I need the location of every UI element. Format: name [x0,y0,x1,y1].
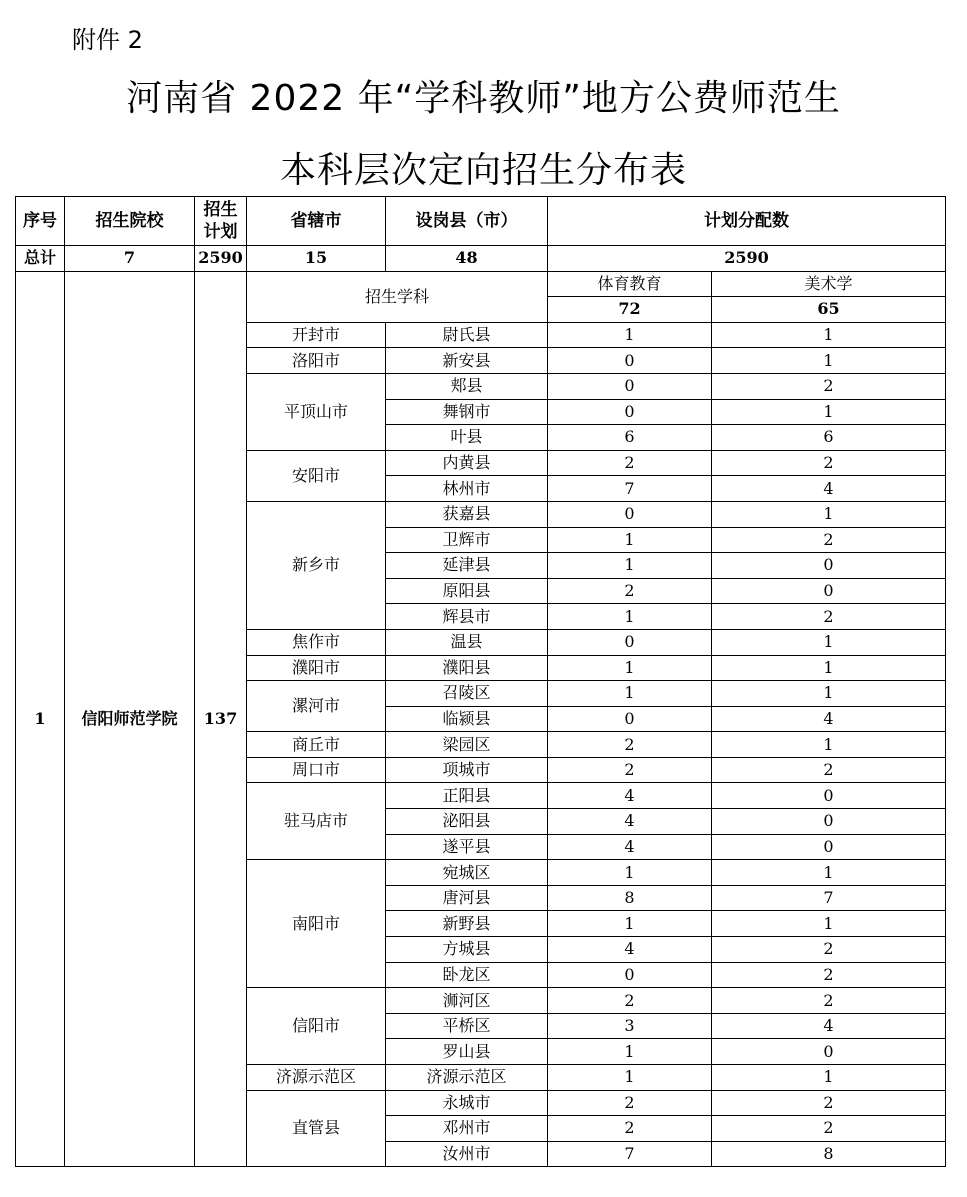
header-school: 招生院校 [65,197,195,246]
art-value-cell: 8 [712,1141,946,1167]
pe-value-cell: 2 [548,757,712,783]
city-cell: 南阳市 [247,860,386,988]
county-cell: 遂平县 [386,834,548,860]
county-cell: 濮阳县 [386,655,548,681]
totals-distribution: 2590 [548,246,946,272]
county-cell: 获嘉县 [386,501,548,527]
city-cell: 直管县 [247,1090,386,1167]
art-value-cell: 1 [712,1065,946,1091]
art-value-cell: 1 [712,732,946,758]
pe-value-cell: 1 [548,860,712,886]
county-cell: 平桥区 [386,1013,548,1039]
art-value-cell: 2 [712,1116,946,1142]
county-cell: 延津县 [386,553,548,579]
totals-counties: 48 [386,246,548,272]
county-cell: 郏县 [386,373,548,399]
school-plan: 137 [195,271,247,1167]
attachment-label: 附件 2 [72,26,143,54]
pe-value-cell: 4 [548,834,712,860]
county-cell: 卧龙区 [386,962,548,988]
county-cell: 罗山县 [386,1039,548,1065]
county-cell: 尉氏县 [386,322,548,348]
totals-cities: 15 [247,246,386,272]
school-name: 信阳师范学院 [65,271,195,1167]
city-cell: 开封市 [247,322,386,348]
county-cell: 汝州市 [386,1141,548,1167]
totals-row [16,246,946,272]
pe-value-cell: 1 [548,322,712,348]
pe-value-cell: 0 [548,399,712,425]
art-value-cell: 4 [712,476,946,502]
city-cell: 安阳市 [247,450,386,501]
header-city: 省辖市 [247,197,386,246]
city-cell: 濮阳市 [247,655,386,681]
art-value-cell: 1 [712,681,946,707]
totals-schools: 7 [65,246,195,272]
city-cell: 商丘市 [247,732,386,758]
subject-name-art: 美术学 [712,271,946,297]
header-county: 设岗县（市） [386,197,548,246]
pe-value-cell: 0 [548,348,712,374]
art-value-cell: 2 [712,1090,946,1116]
city-cell: 信阳市 [247,988,386,1065]
county-cell: 梁园区 [386,732,548,758]
county-cell: 唐河县 [386,885,548,911]
art-value-cell: 2 [712,988,946,1014]
subject-total-art: 65 [712,297,946,323]
art-value-cell: 0 [712,578,946,604]
header-plan-line-2: 计划 [203,222,238,242]
subject-name-pe: 体育教育 [548,271,712,297]
county-cell: 临颍县 [386,706,548,732]
pe-value-cell: 0 [548,706,712,732]
pe-value-cell: 3 [548,1013,712,1039]
art-value-cell: 0 [712,834,946,860]
county-cell: 浉河区 [386,988,548,1014]
document-title-line-2: 本科层次定向招生分布表 [279,150,687,191]
subject-name-row [16,271,946,297]
county-cell: 永城市 [386,1090,548,1116]
art-value-cell: 0 [712,1039,946,1065]
art-value-cell: 2 [712,373,946,399]
county-cell: 新野县 [386,911,548,937]
art-value-cell: 0 [712,809,946,835]
school-seq: 1 [16,271,65,1167]
county-cell: 方城县 [386,937,548,963]
pe-value-cell: 1 [548,604,712,630]
art-value-cell: 6 [712,425,946,451]
art-value-cell: 1 [712,911,946,937]
county-cell: 舞钢市 [386,399,548,425]
pe-value-cell: 4 [548,937,712,963]
county-cell: 召陵区 [386,681,548,707]
subject-total-pe: 72 [548,297,712,323]
pe-value-cell: 0 [548,501,712,527]
city-cell: 平顶山市 [247,373,386,450]
pe-value-cell: 0 [548,373,712,399]
pe-value-cell: 2 [548,1116,712,1142]
totals-label: 总计 [16,246,65,272]
city-cell: 新乡市 [247,501,386,629]
pe-value-cell: 1 [548,681,712,707]
pe-value-cell: 2 [548,988,712,1014]
art-value-cell: 1 [712,655,946,681]
art-value-cell: 7 [712,885,946,911]
header-distribution: 计划分配数 [548,197,946,246]
city-cell: 周口市 [247,757,386,783]
header-plan [195,197,247,246]
county-cell: 原阳县 [386,578,548,604]
art-value-cell: 0 [712,553,946,579]
pe-value-cell: 7 [548,476,712,502]
county-cell: 温县 [386,629,548,655]
pe-value-cell: 2 [548,1090,712,1116]
art-value-cell: 2 [712,527,946,553]
county-cell: 正阳县 [386,783,548,809]
county-cell: 叶县 [386,425,548,451]
art-value-cell: 2 [712,757,946,783]
art-value-cell: 4 [712,1013,946,1039]
header-seq: 序号 [16,197,65,246]
county-cell: 泌阳县 [386,809,548,835]
city-cell: 驻马店市 [247,783,386,860]
county-cell: 济源示范区 [386,1065,548,1091]
art-value-cell: 2 [712,937,946,963]
distribution-table [15,196,946,1167]
county-cell: 项城市 [386,757,548,783]
pe-value-cell: 1 [548,527,712,553]
pe-value-cell: 1 [548,911,712,937]
county-cell: 内黄县 [386,450,548,476]
art-value-cell: 1 [712,860,946,886]
art-value-cell: 1 [712,399,946,425]
pe-value-cell: 2 [548,578,712,604]
art-value-cell: 2 [712,962,946,988]
city-cell: 洛阳市 [247,348,386,374]
city-cell: 焦作市 [247,629,386,655]
art-value-cell: 1 [712,348,946,374]
pe-value-cell: 8 [548,885,712,911]
pe-value-cell: 1 [548,1039,712,1065]
county-cell: 辉县市 [386,604,548,630]
art-value-cell: 1 [712,629,946,655]
pe-value-cell: 2 [548,732,712,758]
pe-value-cell: 4 [548,809,712,835]
document-title-line-1: 河南省 2022 年“学科教师”地方公费师范生 [126,78,841,119]
county-cell: 宛城区 [386,860,548,886]
art-value-cell: 4 [712,706,946,732]
pe-value-cell: 0 [548,629,712,655]
art-value-cell: 1 [712,501,946,527]
pe-value-cell: 1 [548,553,712,579]
county-cell: 邓州市 [386,1116,548,1142]
pe-value-cell: 0 [548,962,712,988]
art-value-cell: 2 [712,450,946,476]
city-cell: 漯河市 [247,681,386,732]
pe-value-cell: 4 [548,783,712,809]
city-cell: 济源示范区 [247,1065,386,1091]
art-value-cell: 1 [712,322,946,348]
subject-label: 招生学科 [247,271,548,322]
pe-value-cell: 7 [548,1141,712,1167]
header-row [16,197,946,246]
pe-value-cell: 6 [548,425,712,451]
county-cell: 新安县 [386,348,548,374]
pe-value-cell: 1 [548,1065,712,1091]
pe-value-cell: 2 [548,450,712,476]
county-cell: 卫辉市 [386,527,548,553]
header-plan-line-1: 招生 [203,200,238,220]
totals-plan: 2590 [195,246,247,272]
county-cell: 林州市 [386,476,548,502]
pe-value-cell: 1 [548,655,712,681]
art-value-cell: 0 [712,783,946,809]
art-value-cell: 2 [712,604,946,630]
